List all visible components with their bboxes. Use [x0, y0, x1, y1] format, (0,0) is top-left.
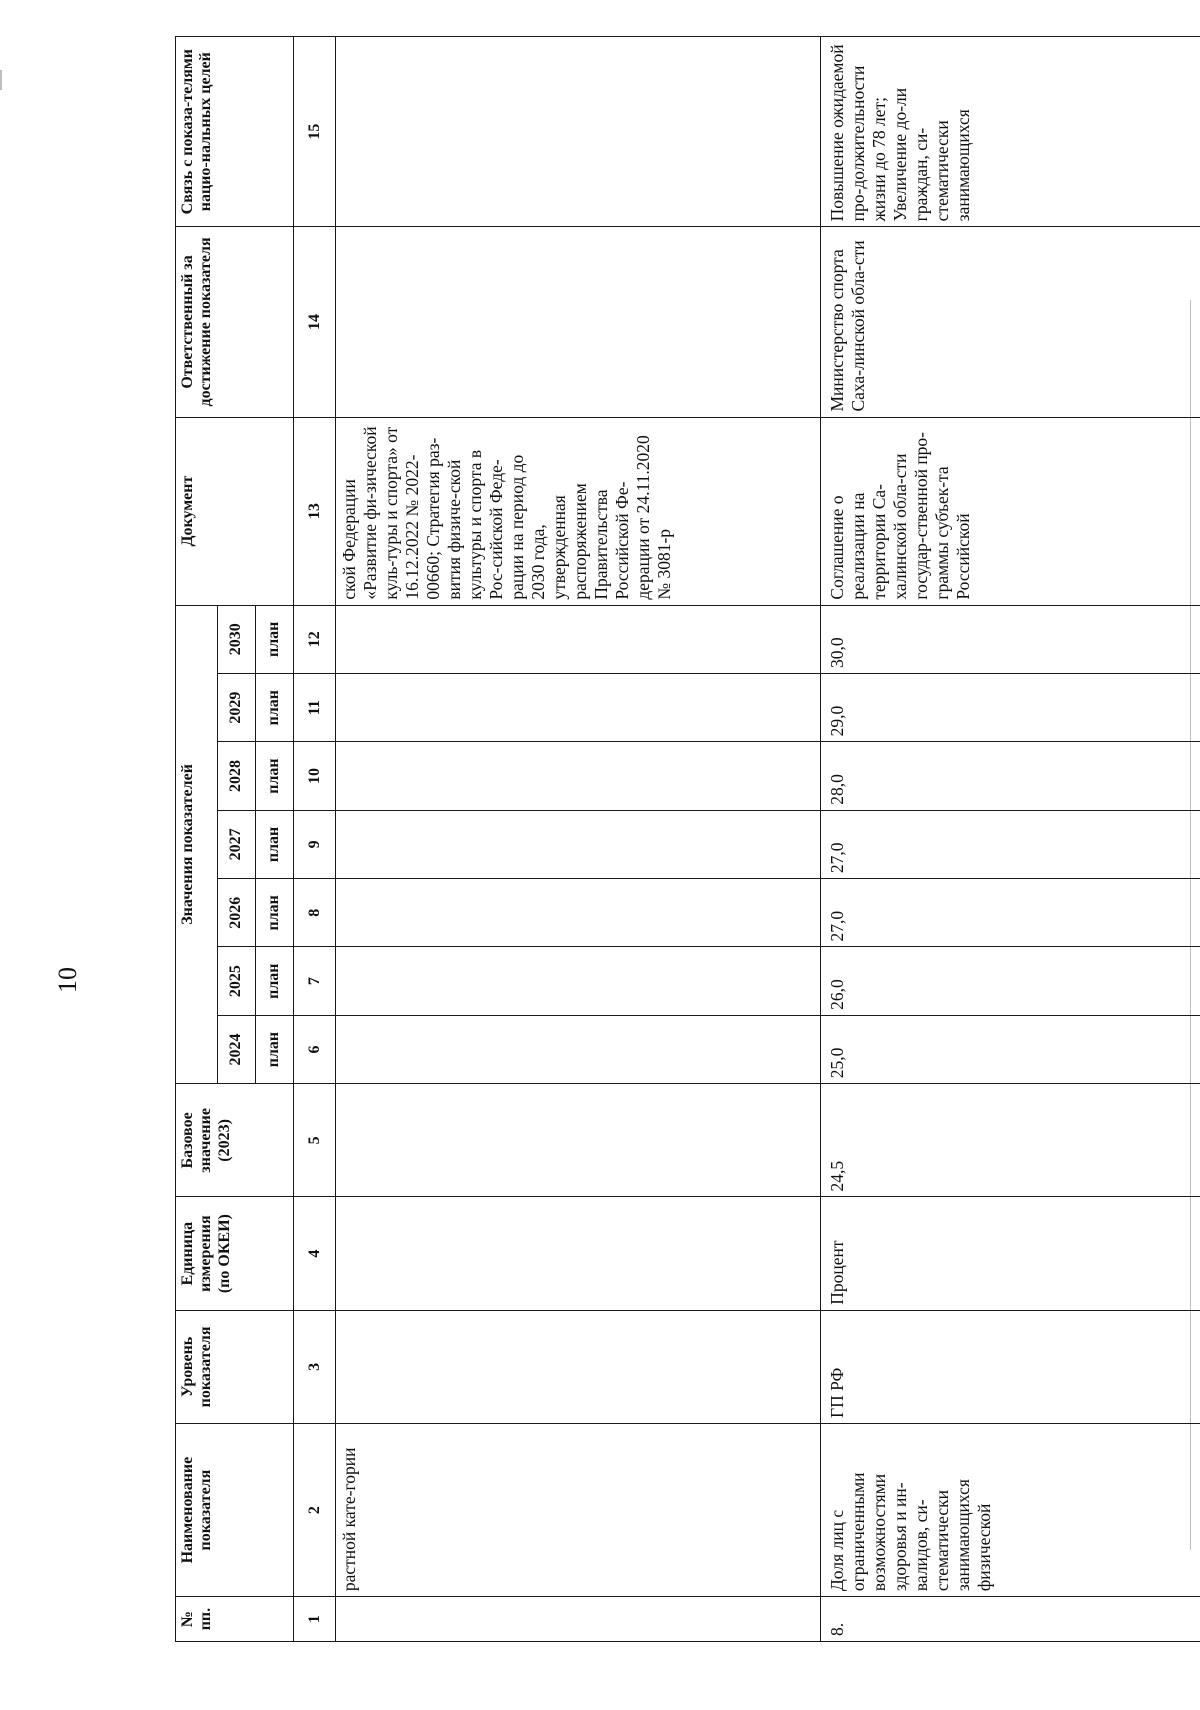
row-document: Соглашение о реализации на территории Са-халинской обла-сти государ-ственной про-граммы субъек-та Российской [821, 417, 1200, 605]
row-unit [336, 1197, 821, 1310]
row-value: 30,0 [821, 605, 1200, 673]
header-plan: план [256, 879, 294, 947]
column-number: 1 [294, 1597, 336, 1642]
row-value [336, 879, 821, 947]
header-year: 2026 [218, 879, 256, 947]
header-year: 2025 [218, 947, 256, 1015]
column-numbers-row [294, 37, 336, 1642]
column-number: 14 [294, 227, 336, 417]
header-plan: план [256, 1015, 294, 1083]
header-link: Связь с показа-телями нацио-нальных целей [176, 37, 294, 227]
row-value: 29,0 [821, 673, 1200, 741]
header-plan: план [256, 947, 294, 1015]
row-responsible [336, 227, 821, 417]
column-number: 15 [294, 37, 336, 227]
column-number: 7 [294, 947, 336, 1015]
row-value: 28,0 [821, 742, 1200, 810]
header-plan: план [256, 605, 294, 673]
row-level [336, 1310, 821, 1423]
column-number: 6 [294, 1015, 336, 1083]
row-num [336, 1597, 821, 1642]
header-plan: план [256, 810, 294, 878]
header-plan: план [256, 673, 294, 741]
header-values-group: Значения показателей [176, 605, 218, 1084]
row-value [336, 810, 821, 878]
page-number: 10 [53, 967, 82, 993]
header-year: 2030 [218, 605, 256, 673]
column-number: 2 [294, 1424, 336, 1597]
column-number: 13 [294, 417, 336, 605]
row-value [336, 742, 821, 810]
row-value: 27,0 [821, 879, 1200, 947]
column-number: 8 [294, 879, 336, 947]
scan-edge-mark [0, 70, 2, 90]
row-value [336, 673, 821, 741]
header-document: Документ [176, 417, 294, 605]
column-number: 11 [294, 673, 336, 741]
header-level: Уровень показателя [176, 1310, 294, 1423]
column-number: 9 [294, 810, 336, 878]
row-value [336, 947, 821, 1015]
row-value: 27,0 [821, 810, 1200, 878]
row-link: Повышение ожидаемой про-должительности жизни до 78 лет; Увеличение до-ли граждан, си-стематически занимающихся [821, 37, 1200, 227]
column-number: 3 [294, 1310, 336, 1423]
column-number: 4 [294, 1197, 336, 1310]
table-row [336, 37, 821, 1642]
row-unit: Процент [821, 1197, 1200, 1310]
row-value [336, 1015, 821, 1083]
column-number: 12 [294, 605, 336, 673]
column-number: 5 [294, 1084, 336, 1197]
row-value: 25,0 [821, 1015, 1200, 1083]
row-name: Доля лиц с ограниченными возможностями здоровья и ин-валидов, си-стематически занимающихся физической [821, 1424, 1200, 1597]
header-year: 2027 [218, 810, 256, 878]
header-plan: план [256, 742, 294, 810]
header-responsible: Ответственный за достижение показателя [176, 227, 294, 417]
row-num: 8. [821, 1597, 1200, 1642]
indicators-table [175, 36, 1200, 1642]
column-number: 10 [294, 742, 336, 810]
row-value [336, 605, 821, 673]
row-name: растной кате-гории [336, 1424, 821, 1597]
row-responsible: Министерство спорта Саха-линской обла-сти [821, 227, 1200, 417]
table-row [821, 37, 1200, 1642]
row-value: 26,0 [821, 947, 1200, 1015]
row-base: 24,5 [821, 1084, 1200, 1197]
row-base [336, 1084, 821, 1197]
header-name: Наименование показателя [176, 1424, 294, 1597]
row-document: ской Федерации «Развитие фи-зической куль-туры и спорта» от 16.12.2022 № 2022-00660; Стратегия раз-вития физиче-ской культуры и спорта в Рос-сийской Феде-рации на период до 2030 года, утвержденная распоряжением Правительства Российской Фе-дерации от 24.11.2020 № 3081-р [336, 417, 821, 605]
row-level: ГП РФ [821, 1310, 1200, 1423]
header-unit: Единица измерения (по ОКЕИ) [176, 1197, 294, 1310]
header-num: № пп. [176, 1597, 294, 1642]
header-year: 2024 [218, 1015, 256, 1083]
header-year: 2029 [218, 673, 256, 741]
header-base: Базовое значение (2023) [176, 1084, 294, 1197]
row-link [336, 37, 821, 227]
rotated-table-container [175, 36, 1200, 1642]
header-year: 2028 [218, 742, 256, 810]
